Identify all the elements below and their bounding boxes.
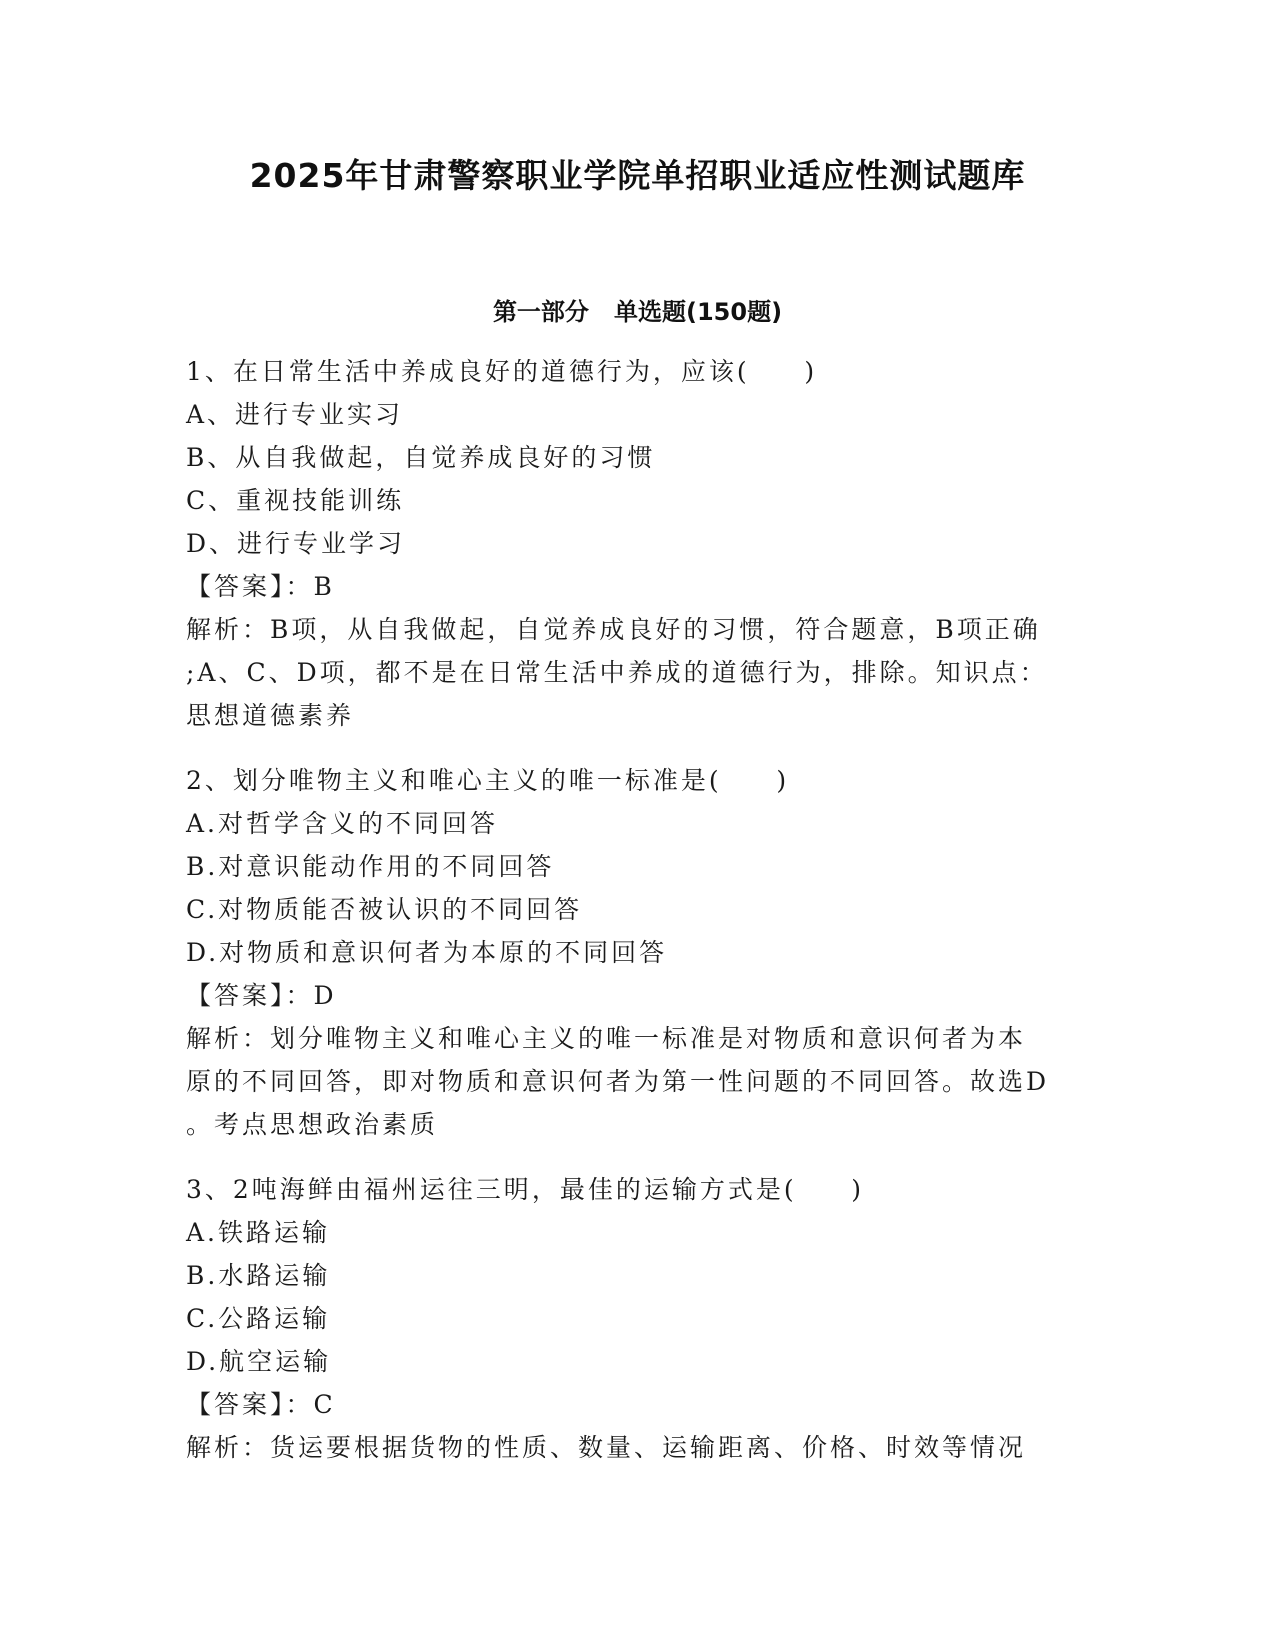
explanation-line: 。考点思想政治素质	[186, 1110, 439, 1139]
question-1	[186, 350, 1086, 737]
answer-line: 【答案】：D	[186, 981, 337, 1010]
option-a: A.对哲学含义的不同回答	[186, 809, 499, 838]
explanation-line: 解析：货运要根据货物的性质、数量、运输距离、价格、时效等情况	[186, 1433, 1027, 1462]
explanation-line: 解析：划分唯物主义和唯心主义的唯一标准是对物质和意识何者为本	[186, 1024, 1027, 1053]
option-a: A、进行专业实习	[186, 400, 404, 429]
explanation-line: 思想道德素养	[186, 701, 355, 730]
option-b: B.水路运输	[186, 1261, 331, 1290]
explanation-line: ;A、C、D项，都不是在日常生活中养成的道德行为，排除。知识点：	[186, 658, 1048, 687]
explanation-line: 解析：B项，从自我做起，自觉养成良好的习惯，符合题意，B项正确	[186, 615, 1041, 644]
question-stem: 1、在日常生活中养成良好的道德行为，应该( )	[186, 357, 818, 386]
option-c: C.公路运输	[186, 1304, 331, 1333]
option-d: D.对物质和意识何者为本原的不同回答	[186, 938, 668, 967]
option-b: B.对意识能动作用的不同回答	[186, 852, 555, 881]
question-spacer	[186, 737, 1086, 759]
option-d: D.航空运输	[186, 1347, 332, 1376]
option-b: B、从自我做起，自觉养成良好的习惯	[186, 443, 656, 472]
question-stem: 2、划分唯物主义和唯心主义的唯一标准是( )	[186, 766, 790, 795]
question-stem: 3、2吨海鲜由福州运往三明，最佳的运输方式是( )	[186, 1175, 865, 1204]
option-a: A.铁路运输	[186, 1218, 331, 1247]
section-title: 第一部分 单选题(150题)	[492, 298, 783, 326]
question-2	[186, 759, 1086, 1146]
answer-line: 【答案】：C	[186, 1390, 336, 1419]
document-title: 2025年甘肃警察职业学院单招职业适应性测试题库	[249, 156, 1026, 195]
answer-line: 【答案】：B	[186, 572, 335, 601]
option-d: D、进行专业学习	[186, 529, 406, 558]
question-spacer	[186, 1146, 1086, 1168]
question-3	[186, 1168, 1086, 1469]
option-c: C、重视技能训练	[186, 486, 405, 515]
option-c: C.对物质能否被认识的不同回答	[186, 895, 583, 924]
question-list	[186, 350, 1086, 1469]
explanation-line: 原的不同回答，即对物质和意识何者为第一性问题的不同回答。故选D	[186, 1067, 1050, 1096]
